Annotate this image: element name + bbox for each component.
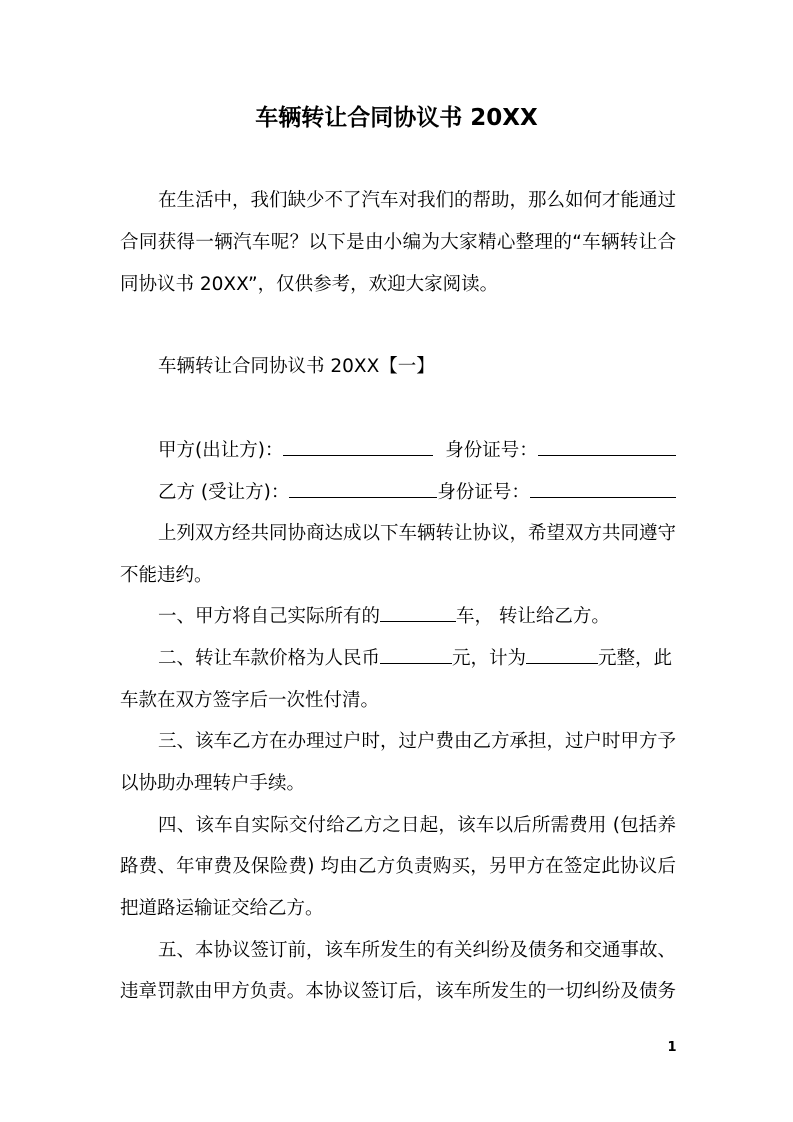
price-blank	[380, 645, 452, 664]
vehicle-blank	[380, 603, 456, 622]
clause-5-line-1: 五、本协议签订前，该车所发生的有关纠纷及债务和交通事故、	[158, 940, 676, 961]
intro-line-1: 在生活中，我们缺少不了汽车对我们的帮助，那么如何才能通过	[158, 190, 676, 211]
clause-1-text-pre: 一、甲方将自己实际所有的	[158, 606, 381, 627]
clause-2-line-2: 车款在双方签字后一次性付清。	[120, 690, 380, 711]
party-a-label: 甲方(出让方)：	[158, 440, 284, 461]
section-heading: 车辆转让合同协议书 20XX【一】	[158, 356, 435, 377]
document-title: 车辆转让合同协议书 20XX	[255, 105, 538, 131]
clause-3-line-1: 三、该车乙方在办理过户时，过户费由乙方承担，过户时甲方予	[158, 731, 676, 752]
party-a-id-label: 身份证号：	[445, 440, 538, 461]
clause-4-line-3: 把道路运输证交给乙方。	[120, 898, 324, 919]
party-b-row	[158, 478, 676, 508]
clause-3-line-2: 以协助办理转户手续。	[120, 773, 306, 794]
clause-5-line-2: 违章罚款由甲方负责。本协议签订后，该车所发生的一切纠纷及债务	[120, 981, 676, 1002]
price-words-blank	[526, 645, 598, 664]
intro-line-2: 合同获得一辆汽车呢？以下是由小编为大家精心整理的“车辆转让合	[120, 232, 676, 253]
party-a-row	[158, 436, 676, 466]
clause-1-text-post: 车， 转让给乙方。	[456, 606, 610, 627]
clause-0-line-1: 上列双方经共同协商达成以下车辆转让协议，希望双方共同遵守	[158, 523, 676, 544]
clause-0-line-2: 不能违约。	[120, 565, 213, 586]
party-b-id-label: 身份证号：	[437, 482, 530, 503]
clause-4-line-1: 四、该车自实际交付给乙方之日起，该车以后所需费用 (包括养	[158, 815, 676, 836]
clause-2-text-mid: 元，计为	[452, 648, 527, 669]
intro-line-3: 同协议书 20XX”，仅供参考，欢迎大家阅读。	[120, 274, 499, 295]
clause-4-line-2: 路费、年审费及保险费) 均由乙方负责购买，另甲方在签定此协议后	[120, 856, 676, 877]
party-b-label: 乙方 (受让方)：	[158, 482, 290, 503]
page-number: 1	[667, 1040, 677, 1055]
clause-2-line-1	[158, 644, 676, 674]
party-a-id-blank	[538, 437, 676, 456]
clause-1	[158, 602, 676, 632]
clause-2-text-post: 元整，此	[598, 648, 673, 669]
clause-2-text-pre: 二、转让车款价格为人民币	[158, 648, 381, 669]
party-b-id-blank	[530, 479, 676, 498]
party-b-name-blank	[289, 479, 437, 498]
party-a-name-blank	[283, 437, 433, 456]
